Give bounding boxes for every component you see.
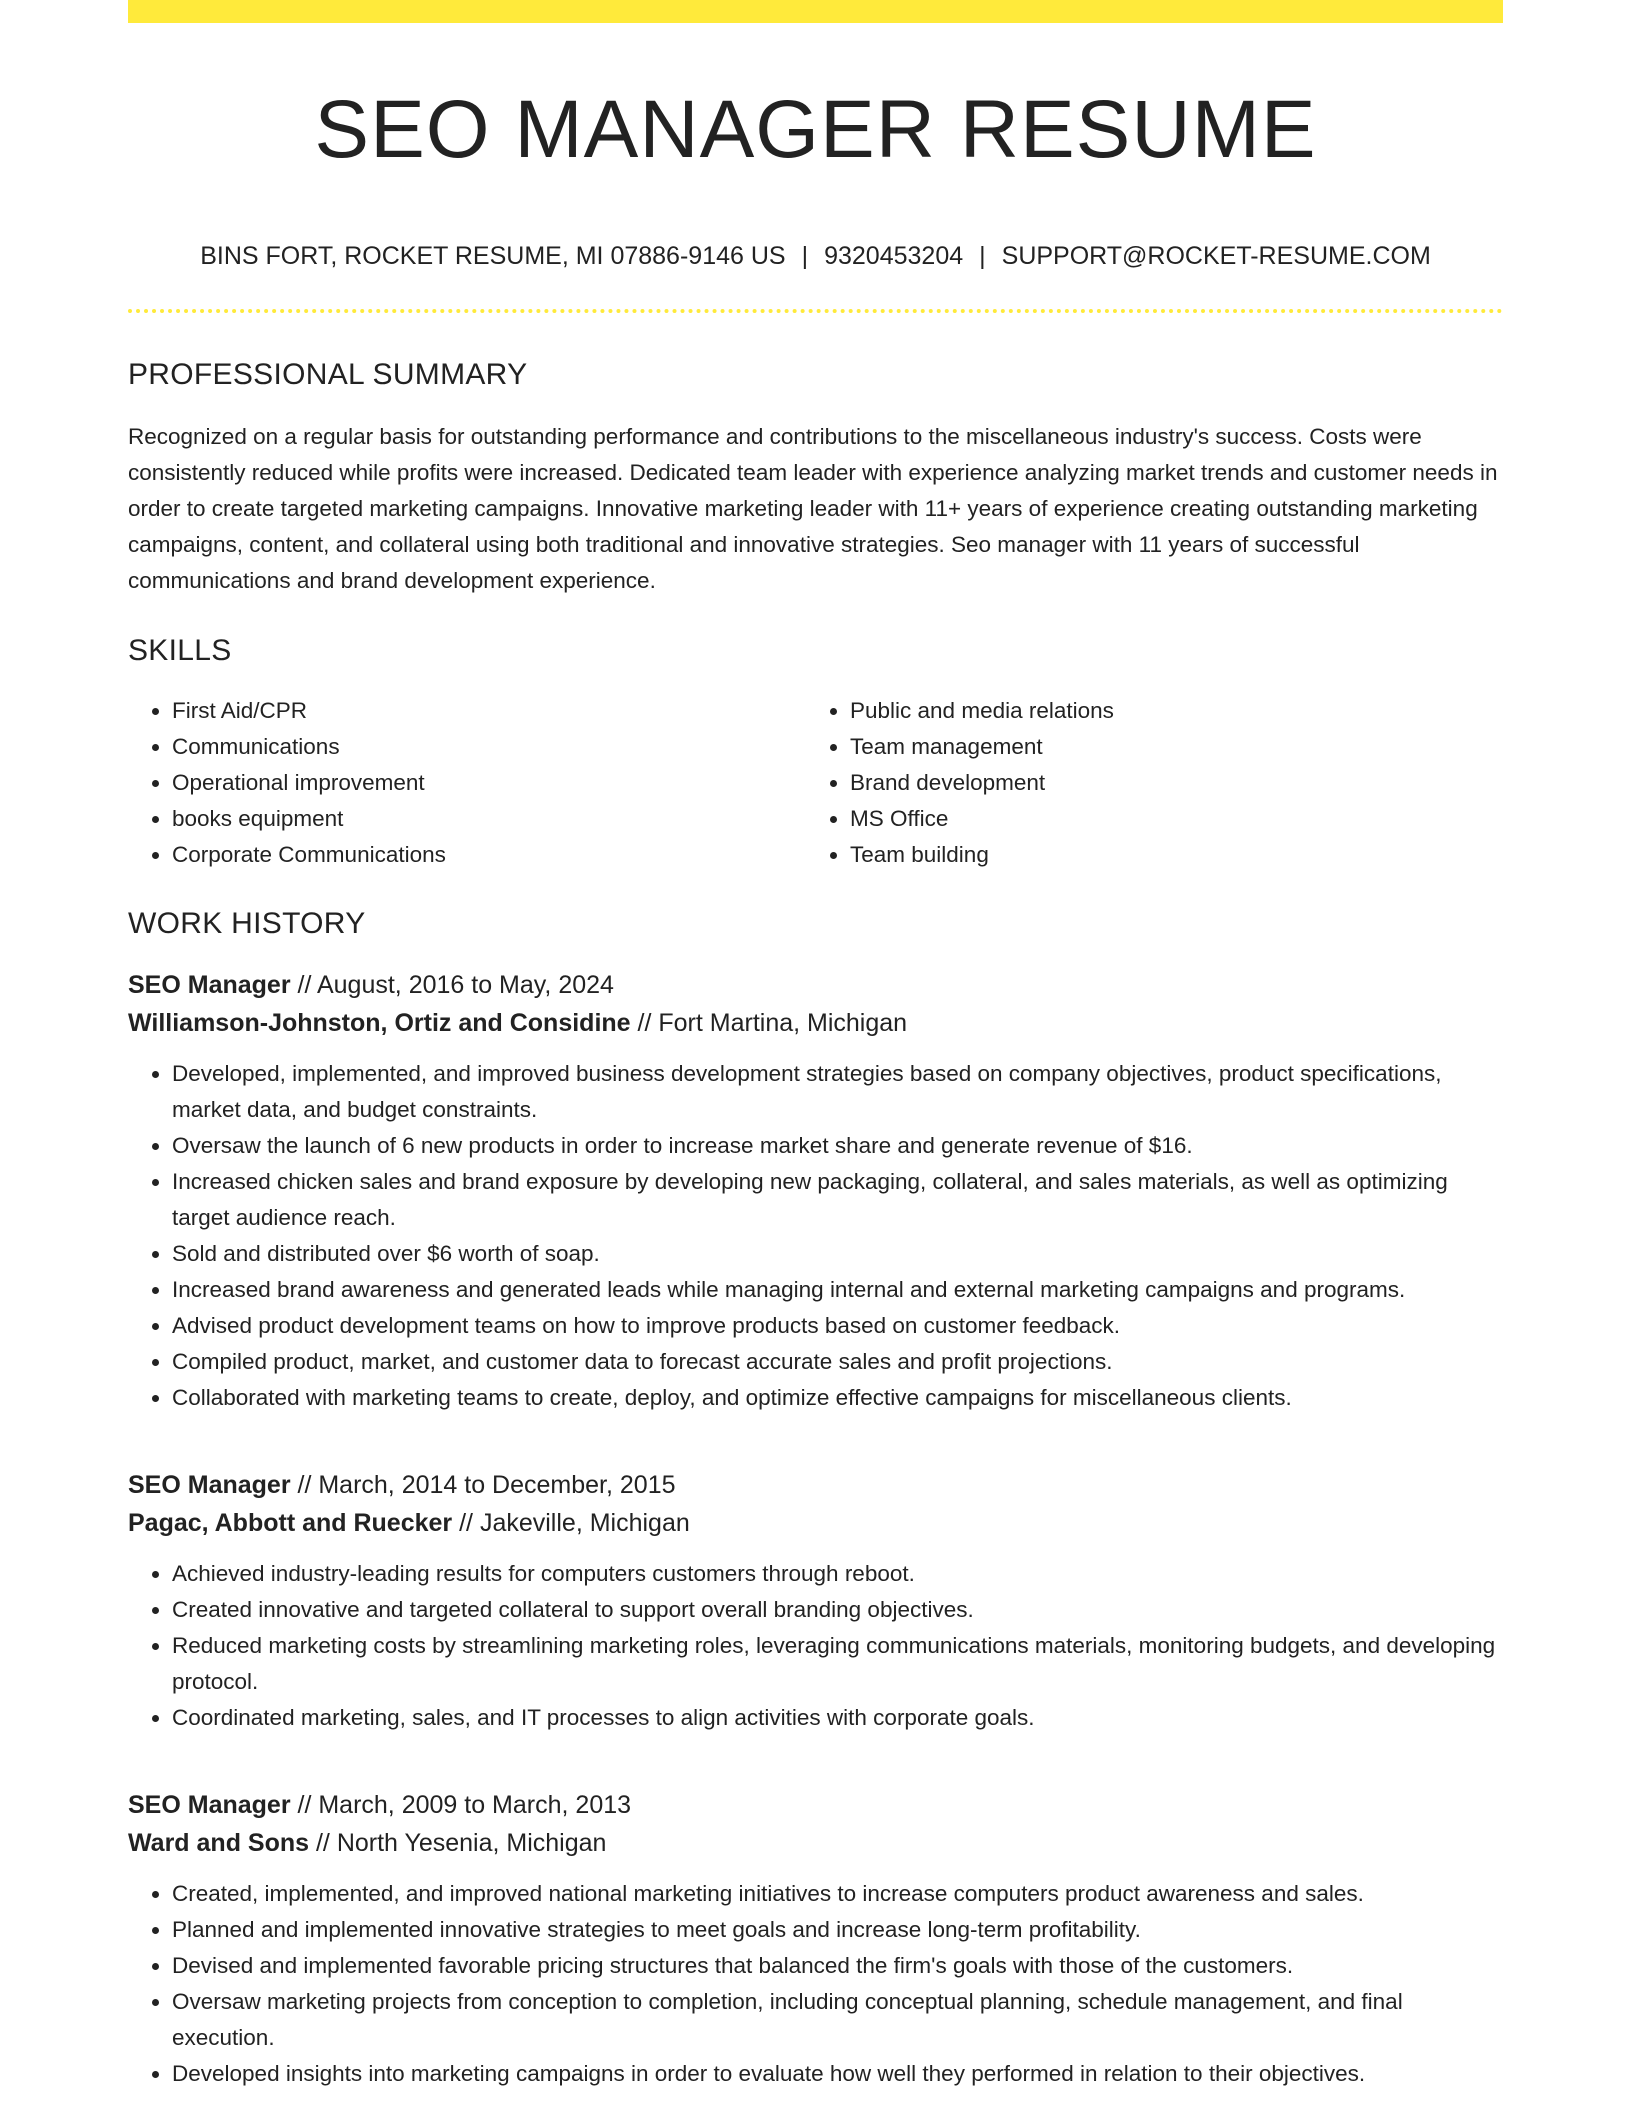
job-title: SEO Manager [128, 971, 291, 999]
job-entry [128, 1466, 1503, 1736]
job-company-line [128, 1824, 1503, 1862]
contact-separator: | [979, 242, 986, 270]
job-bullet: • Devised and implemented favorable pricing structures that balanced the firm's goals with those of the customers. [172, 1948, 1503, 1984]
job-bullets [128, 1556, 1503, 1736]
job-bullet: • Sold and distributed over $6 worth of soap. [172, 1236, 1503, 1272]
job-bullets [128, 1876, 1503, 2092]
skill-item: • Brand development [850, 765, 1484, 801]
job-dates: // August, 2016 to May, 2024 [297, 971, 614, 999]
work-history-list [128, 966, 1503, 2092]
skills-list [128, 693, 1503, 873]
job-bullet: • Oversaw the launch of 6 new products in order to increase market share and generate revenue of $16. [172, 1128, 1503, 1164]
contact-line [128, 240, 1503, 272]
job-bullet: • Compiled product, market, and customer data to forecast accurate sales and profit projections. [172, 1344, 1503, 1380]
job-bullets [128, 1056, 1503, 1416]
job-bullet: • Increased chicken sales and brand exposure by developing new packaging, collateral, and sales materials, as well as optimizing target audience reach. [172, 1164, 1503, 1236]
resume-title: SEO MANAGER RESUME [314, 84, 1317, 175]
job-bullet: • Increased brand awareness and generated leads while managing internal and external marketing campaigns and programs. [172, 1272, 1503, 1308]
skill-item: • First Aid/CPR [172, 693, 806, 729]
skill-item: • Team building [850, 837, 1484, 873]
skill-item: • Communications [172, 729, 806, 765]
job-title-line [128, 1786, 1503, 1824]
job-bullet: • Created, implemented, and improved national marketing initiatives to increase computers product awareness and sales. [172, 1876, 1503, 1912]
job-bullet: • Achieved industry-leading results for computers customers through reboot. [172, 1556, 1503, 1592]
job-bullet: • Developed insights into marketing campaigns in order to evaluate how well they performed in relation to their objectives. [172, 2056, 1503, 2092]
job-title-line [128, 1466, 1503, 1504]
job-bullet: • Reduced marketing costs by streamlining marketing roles, leveraging communications materials, monitoring budgets, and developing protocol. [172, 1628, 1503, 1700]
job-location: // North Yesenia, Michigan [315, 1829, 607, 1857]
skill-item: • Team management [850, 729, 1484, 765]
skills-column-left [128, 693, 806, 873]
summary-heading: PROFESSIONAL SUMMARY [128, 358, 528, 391]
job-company-line [128, 1504, 1503, 1542]
job-company: Ward and Sons [128, 1829, 310, 1857]
job-title: SEO Manager [128, 1791, 291, 1819]
job-dates: // March, 2009 to March, 2013 [297, 1791, 632, 1819]
job-bullet: • Created innovative and targeted collateral to support overall branding objectives. [172, 1592, 1503, 1628]
contact-separator: | [801, 242, 809, 270]
work-history-heading: WORK HISTORY [128, 907, 366, 940]
job-bullet: • Coordinated marketing, sales, and IT processes to align activities with corporate goals. [172, 1700, 1503, 1736]
skills-column-right [806, 693, 1484, 873]
skill-item: • books equipment [172, 801, 806, 837]
job-bullet: • Collaborated with marketing teams to create, deploy, and optimize effective campaigns for miscellaneous clients. [172, 1380, 1503, 1416]
summary-text: Recognized on a regular basis for outstanding performance and contributions to the miscellaneous industry's success. Costs were consistently reduced while profits were increased. Dedicated team leader with experience analyzing market trends and customer needs in order to create targeted marketing campaigns. Innovative marketing leader with 11+ years of experience creating outstanding marketing campaigns, content, and collateral using both traditional and innovative strategies. Seo manager with 11 years of successful communications and brand development experience. [128, 424, 1498, 593]
contact-address: BINS FORT, ROCKET RESUME, MI 07886-9146 US [200, 242, 786, 270]
job-location: // Fort Martina, Michigan [637, 1009, 908, 1037]
job-bullet: • Planned and implemented innovative strategies to meet goals and increase long-term profitability. [172, 1912, 1503, 1948]
job-dates: // March, 2014 to December, 2015 [297, 1471, 676, 1499]
job-title: SEO Manager [128, 1471, 291, 1499]
skill-item: • Public and media relations [850, 693, 1484, 729]
skills-heading: SKILLS [128, 634, 232, 667]
skill-item: • Corporate Communications [172, 837, 806, 873]
job-company: Pagac, Abbott and Ruecker [128, 1509, 453, 1537]
skill-item: • MS Office [850, 801, 1484, 837]
job-bullet: • Oversaw marketing projects from conception to completion, including conceptual planning, schedule management, and final execution. [172, 1984, 1503, 2056]
job-title-line [128, 966, 1503, 1004]
job-bullet: • Advised product development teams on how to improve products based on customer feedback. [172, 1308, 1503, 1344]
resume-content [128, 0, 1503, 2092]
job-location: // Jakeville, Michigan [459, 1509, 690, 1537]
job-bullet: • Developed, implemented, and improved business development strategies based on company objectives, product specifications, market data, and budget constraints. [172, 1056, 1503, 1128]
job-company-line [128, 1004, 1503, 1042]
dotted-divider [128, 309, 1503, 313]
job-entry [128, 966, 1503, 1416]
contact-phone: 9320453204 [824, 242, 964, 270]
contact-email: SUPPORT@ROCKET-RESUME.COM [1001, 242, 1431, 270]
skill-item: • Operational improvement [172, 765, 806, 801]
job-entry [128, 1786, 1503, 2092]
job-company: Williamson-Johnston, Ortiz and Considine [128, 1009, 631, 1037]
